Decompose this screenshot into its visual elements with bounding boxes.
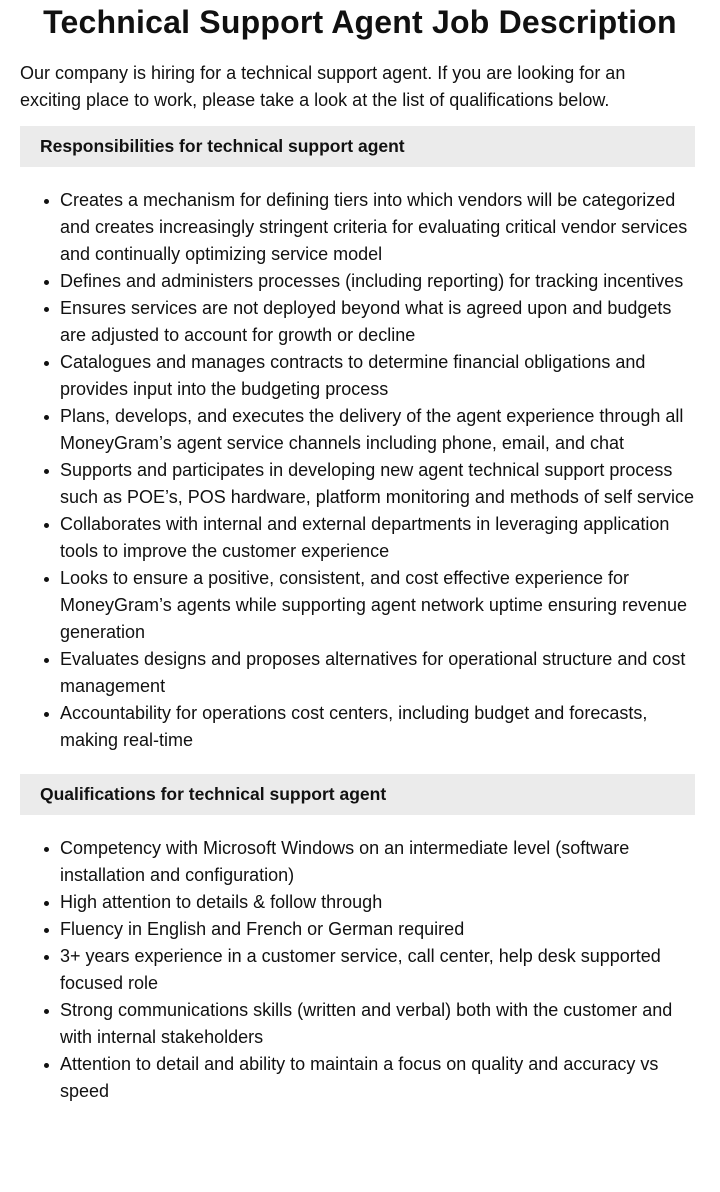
list-item: Supports and participates in developing new agent technical support process such as POE’s, POS hardware, platform monitoring and methods of self service: [60, 457, 696, 511]
list-item: Fluency in English and French or German required: [60, 916, 696, 943]
list-item: Ensures services are not deployed beyond what is agreed upon and budgets are adjusted to account for growth or decline: [60, 295, 696, 349]
list-item: Strong communications skills (written and verbal) both with the customer and with internal stakeholders: [60, 997, 696, 1051]
list-item: Plans, develops, and executes the delivery of the agent experience through all MoneyGram’s agent service channels including phone, email, and chat: [60, 403, 696, 457]
list-item: High attention to details & follow through: [60, 889, 696, 916]
list-item: Looks to ensure a positive, consistent, and cost effective experience for MoneyGram’s agents while supporting agent network uptime ensuring revenue generation: [60, 565, 696, 646]
responsibilities-list: [0, 187, 720, 754]
list-item: Defines and administers processes (including reporting) for tracking incentives: [60, 268, 696, 295]
list-item: Attention to detail and ability to maintain a focus on quality and accuracy vs speed: [60, 1051, 696, 1105]
intro-text: Our company is hiring for a technical support agent. If you are looking for an exciting place to work, please take a look at the list of qualifications below.: [20, 63, 626, 110]
qualifications-list: [0, 835, 720, 1105]
list-item: Accountability for operations cost centers, including budget and forecasts, making real-time: [60, 700, 696, 754]
responsibilities-heading: Responsibilities for technical support agent: [20, 126, 695, 167]
list-item: Creates a mechanism for defining tiers into which vendors will be categorized and creates increasingly stringent criteria for evaluating critical vendor services and continually optimizing service model: [60, 187, 696, 268]
list-item: 3+ years experience in a customer service, call center, help desk supported focused role: [60, 943, 696, 997]
list-item: Collaborates with internal and external departments in leveraging application tools to improve the customer experience: [60, 511, 696, 565]
page-title: Technical Support Agent Job Description: [43, 4, 677, 40]
list-item: Catalogues and manages contracts to determine financial obligations and provides input into the budgeting process: [60, 349, 696, 403]
qualifications-heading: Qualifications for technical support agent: [20, 774, 695, 815]
list-item: Competency with Microsoft Windows on an intermediate level (software installation and configuration): [60, 835, 696, 889]
list-item: Evaluates designs and proposes alternatives for operational structure and cost management: [60, 646, 696, 700]
